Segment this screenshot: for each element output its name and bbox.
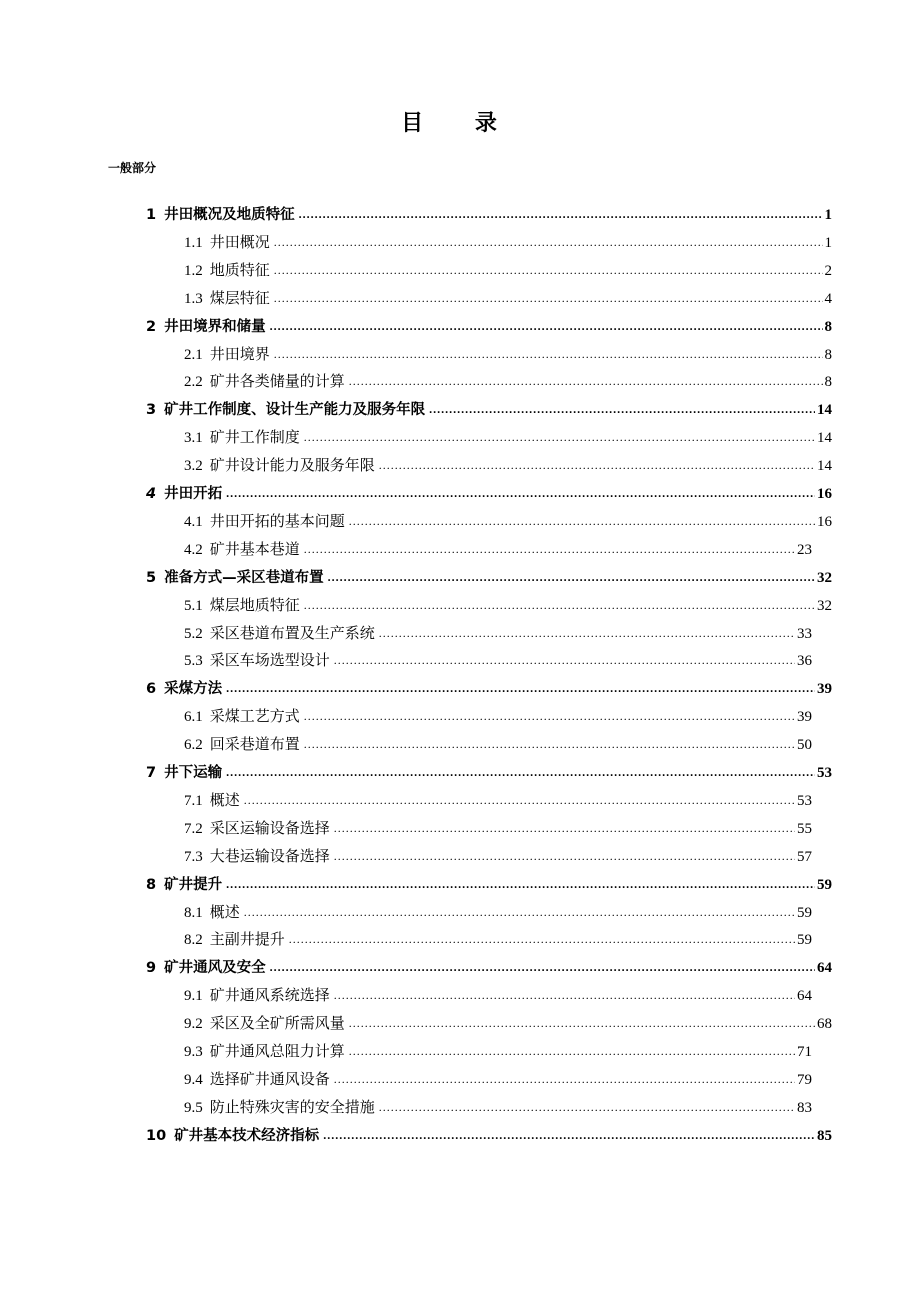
toc-page-number: 59 — [797, 904, 812, 921]
toc-title: 煤层特征 — [209, 290, 270, 307]
toc-title: 地质特征 — [209, 262, 270, 279]
toc-title: 矿井通风及安全 — [164, 960, 266, 977]
toc-title: 主副井提升 — [209, 932, 285, 949]
toc-number: 9.4 — [184, 1071, 203, 1088]
toc-dot-leader — [334, 845, 795, 861]
toc-dot-leader — [274, 343, 823, 359]
toc-page-number: 14 — [817, 402, 832, 419]
toc-section-entry[interactable] — [184, 1040, 812, 1064]
toc-number: 6.2 — [184, 737, 203, 754]
toc-dot-leader — [226, 677, 815, 693]
toc-dot-leader — [334, 649, 795, 665]
toc-dot-leader — [244, 901, 795, 917]
toc-title: 采区及全矿所需风量 — [209, 1016, 345, 1033]
toc-dot-leader — [334, 984, 795, 1000]
toc-title: 井田开拓 — [164, 486, 223, 502]
toc-section-entry[interactable] — [184, 928, 812, 952]
toc-number: 8.2 — [184, 932, 203, 949]
toc-section-entry[interactable] — [184, 845, 812, 869]
toc-dot-leader — [226, 761, 815, 777]
toc-dot-leader — [274, 259, 823, 275]
toc-page-number: 23 — [797, 541, 812, 558]
toc-title: 井田境界和储量 — [164, 318, 266, 335]
toc-section-entry[interactable] — [184, 1096, 812, 1120]
toc-number: 9 — [146, 960, 157, 977]
toc-section-entry[interactable] — [184, 1068, 812, 1092]
toc-number: 3.1 — [184, 430, 203, 447]
toc-page-number: 39 — [797, 709, 812, 726]
toc-page-number: 59 — [817, 876, 832, 893]
toc-title: 井田开拓的基本问题 — [209, 513, 345, 530]
toc-title: 矿井基本技术经济指标 — [174, 1127, 320, 1144]
toc-section-entry[interactable] — [184, 705, 812, 729]
toc-section-entry[interactable] — [184, 538, 812, 562]
toc-page-number: 55 — [797, 820, 812, 837]
toc-dot-leader — [274, 287, 823, 303]
toc-page-number: 1 — [824, 207, 832, 223]
toc-page-number: 64 — [817, 960, 832, 977]
toc-number: 8.1 — [184, 904, 203, 921]
toc-section-entry[interactable] — [184, 259, 832, 283]
toc-section-entry[interactable] — [184, 231, 832, 255]
toc-section-entry[interactable] — [184, 733, 812, 757]
toc-dot-leader — [270, 956, 815, 972]
toc-number: 1.3 — [184, 290, 203, 307]
toc-dot-leader — [304, 594, 815, 610]
toc-dot-leader — [379, 454, 815, 470]
toc-page-number: 53 — [797, 792, 812, 809]
toc-title: 选择矿井通风设备 — [209, 1071, 330, 1088]
toc-page-number: 36 — [797, 653, 812, 670]
toc-section-entry[interactable] — [184, 594, 832, 618]
toc-dot-leader — [289, 928, 795, 944]
toc-dot-leader — [349, 1040, 795, 1056]
toc-title: 回采巷道布置 — [209, 737, 300, 754]
toc-title: 概述 — [209, 904, 240, 921]
toc-chapter-entry[interactable] — [146, 482, 832, 506]
toc-number: 9.2 — [184, 1016, 203, 1033]
toc-number: 4.1 — [184, 513, 203, 530]
toc-section-entry[interactable] — [184, 454, 832, 478]
toc-title: 矿井设计能力及服务年限 — [209, 458, 375, 475]
toc-title: 防止特殊灾害的安全措施 — [209, 1099, 375, 1116]
toc-chapter-entry[interactable] — [146, 566, 832, 590]
toc-dot-leader — [274, 231, 823, 247]
toc-chapter-entry[interactable] — [146, 203, 832, 227]
toc-title: 矿井工作制度 — [209, 430, 300, 447]
toc-number: 1.2 — [184, 262, 203, 279]
toc-number: 5.2 — [184, 625, 203, 642]
toc-number: 7 — [146, 765, 157, 781]
toc-page-number: 8 — [824, 346, 832, 363]
toc-section-entry[interactable] — [184, 901, 812, 925]
toc-chapter-entry[interactable] — [146, 398, 832, 422]
toc-page-number: 8 — [824, 374, 832, 391]
toc-section-entry[interactable] — [184, 343, 832, 367]
toc-title: 采煤工艺方式 — [209, 709, 300, 726]
toc-page-number: 4 — [824, 290, 832, 307]
toc-page-number: 59 — [797, 932, 812, 949]
toc-section-entry[interactable] — [184, 622, 812, 646]
toc-page-number: 16 — [817, 486, 832, 502]
toc-dot-leader — [270, 315, 823, 331]
toc-section-entry[interactable] — [184, 984, 812, 1008]
toc-page-number: 8 — [824, 318, 832, 335]
toc-dot-leader — [304, 733, 795, 749]
toc-chapter-entry[interactable] — [146, 1124, 832, 1148]
toc-dot-leader — [299, 203, 823, 219]
toc-page-number: 71 — [797, 1044, 812, 1060]
toc-number: 7.2 — [184, 820, 203, 837]
toc-number: 7.1 — [184, 792, 203, 809]
toc-page-number: 53 — [817, 765, 832, 781]
toc-page-number: 32 — [817, 569, 832, 586]
toc-number: 3 — [146, 402, 157, 419]
toc-dot-leader — [379, 1096, 795, 1112]
toc-dot-leader — [244, 789, 795, 805]
toc-title: 井田概况 — [209, 234, 270, 251]
toc-page-number: 39 — [817, 681, 832, 698]
toc-title: 大巷运输设备选择 — [209, 848, 330, 865]
toc-page-number: 14 — [817, 430, 832, 447]
toc-page-number: 50 — [797, 737, 812, 754]
toc-dot-leader — [304, 538, 795, 554]
toc-dot-leader — [379, 622, 795, 638]
toc-dot-leader — [226, 482, 815, 498]
section-heading: 一般部分 — [108, 161, 157, 175]
toc-number: 1.1 — [184, 234, 203, 251]
toc-title: 采区车场选型设计 — [209, 653, 330, 670]
toc-number: 10 — [146, 1127, 167, 1144]
toc-dot-leader — [334, 1068, 795, 1084]
toc-dot-leader — [334, 817, 795, 833]
toc-number: 2 — [146, 318, 157, 335]
toc-title: 概述 — [209, 792, 240, 809]
toc-number: 7.3 — [184, 848, 203, 865]
toc-number: 5.3 — [184, 653, 203, 670]
page-title: 目 录 — [401, 111, 519, 136]
toc-title: 煤层地质特征 — [209, 597, 300, 614]
toc-page-number: 57 — [797, 848, 812, 865]
toc-number: 6.1 — [184, 709, 203, 726]
toc-chapter-entry[interactable] — [146, 315, 832, 339]
toc-section-entry[interactable] — [184, 287, 832, 311]
toc-number: 9.1 — [184, 988, 203, 1005]
toc-number: 2.1 — [184, 346, 203, 363]
toc-dot-leader — [349, 510, 815, 526]
toc-dot-leader — [349, 1012, 815, 1028]
toc-chapter-entry[interactable] — [146, 956, 832, 980]
toc-title: 井田境界 — [209, 346, 270, 363]
toc-title: 矿井通风总阻力计算 — [209, 1044, 345, 1060]
toc-number: 6 — [146, 681, 157, 698]
toc-title: 矿井基本巷道 — [209, 541, 300, 558]
toc-page-number: 32 — [817, 597, 832, 614]
toc-title: 采区运输设备选择 — [209, 820, 330, 837]
toc-dot-leader — [328, 566, 815, 582]
toc-dot-leader — [304, 426, 815, 442]
toc-title: 矿井各类储量的计算 — [209, 374, 345, 391]
toc-title: 矿井提升 — [164, 876, 223, 893]
toc-title: 井下运输 — [164, 765, 223, 781]
toc-title: 矿井通风系统选择 — [209, 988, 330, 1005]
toc-title: 矿井工作制度、设计生产能力及服务年限 — [164, 402, 426, 419]
toc-page-number: 79 — [797, 1071, 812, 1088]
toc-page-number: 2 — [824, 262, 832, 279]
toc-dot-leader — [349, 370, 823, 386]
toc-section-entry[interactable] — [184, 1012, 832, 1036]
toc-number: 1 — [146, 207, 157, 223]
toc-page-number: 14 — [817, 458, 832, 475]
toc-dot-leader — [323, 1124, 815, 1140]
toc-number: 3.2 — [184, 458, 203, 475]
toc-section-entry[interactable] — [184, 789, 812, 813]
toc-page-number: 64 — [797, 988, 812, 1005]
toc-page-number: 85 — [817, 1127, 832, 1144]
toc-number: 4.2 — [184, 541, 203, 558]
toc-number: 9.5 — [184, 1099, 203, 1116]
toc-title: 井田概况及地质特征 — [164, 207, 295, 223]
toc-section-entry[interactable] — [184, 426, 832, 450]
toc-page-number: 1 — [824, 234, 832, 251]
toc-title: 准备方式—采区巷道布置 — [164, 569, 324, 586]
toc-dot-leader — [226, 873, 815, 889]
toc-dot-leader — [429, 398, 815, 414]
toc-chapter-entry[interactable] — [146, 873, 832, 897]
toc-number: 4 — [146, 486, 157, 502]
toc-page-number: 33 — [797, 625, 812, 642]
toc-page-number: 16 — [817, 513, 832, 530]
toc-page-number: 83 — [797, 1099, 812, 1116]
toc-section-entry[interactable] — [184, 510, 832, 534]
toc-number: 5 — [146, 569, 157, 586]
toc-section-entry[interactable] — [184, 817, 812, 841]
toc-title: 采区巷道布置及生产系统 — [209, 625, 375, 642]
toc-number: 8 — [146, 876, 157, 893]
toc-chapter-entry[interactable] — [146, 677, 832, 701]
toc-number: 5.1 — [184, 597, 203, 614]
toc-dot-leader — [304, 705, 795, 721]
toc-title: 采煤方法 — [164, 681, 223, 698]
toc-number: 9.3 — [184, 1044, 203, 1060]
toc-section-entry[interactable] — [184, 649, 812, 673]
toc-page-number: 68 — [817, 1016, 832, 1033]
toc-chapter-entry[interactable] — [146, 761, 832, 785]
toc-section-entry[interactable] — [184, 370, 832, 394]
toc-number: 2.2 — [184, 374, 203, 391]
